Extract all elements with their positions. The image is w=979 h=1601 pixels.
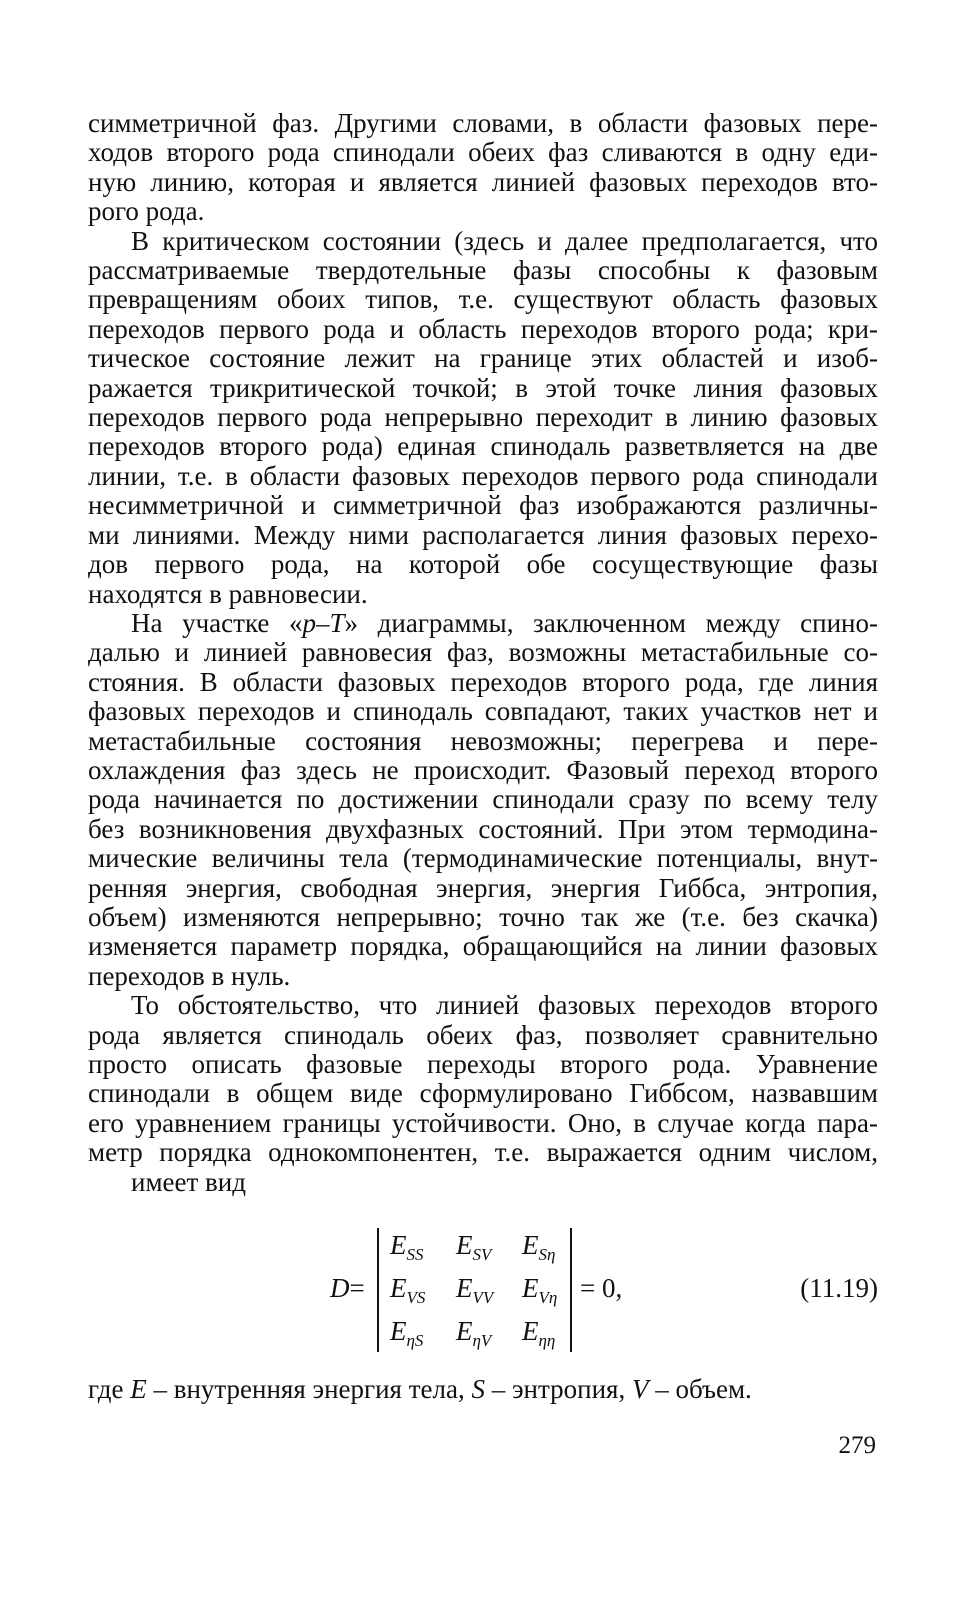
text-line: стояния. В области фазовых переходов второго рода, где линия bbox=[88, 666, 878, 697]
text-line: переходов первого рода непрерывно переходит в линию фазовых bbox=[88, 402, 878, 433]
text-line: фазовых переходов и спинодаль совпадают, таких участков нет и bbox=[88, 696, 878, 727]
paragraph-4 bbox=[88, 991, 878, 1197]
text-line: находятся в равновесии. bbox=[88, 578, 368, 609]
text-line: рода начинается по достижении спинодали сразу по всему телу bbox=[88, 784, 878, 815]
matrix-cell: $E_{\eta S}$ bbox=[390, 1316, 424, 1350]
text-line: рого рода. bbox=[88, 196, 205, 227]
matrix-cell: $E_{\eta\eta}$ bbox=[522, 1316, 556, 1350]
text-line: тическое состояние лежит на границе этих областей и изоб- bbox=[88, 343, 878, 374]
text-line: превращениям обоих типов, т.е. существуют область фазовых bbox=[88, 284, 878, 315]
text-line: дов первого рода, на которой обе сосуществующие фазы bbox=[88, 549, 878, 580]
text-line: линии, т.е. в области фазовых переходов первого рода спинодали bbox=[88, 460, 878, 491]
text-line: объем) изменяются непрерывно; точно так же (т.е. без скачка) bbox=[88, 901, 878, 932]
text-line: несимметричной и симметричной фаз изображаются различны- bbox=[88, 490, 878, 521]
text-line: охлаждения фаз здесь не происходит. Фазовый переход второго bbox=[88, 754, 878, 785]
text-line: имеет вид bbox=[131, 1166, 246, 1197]
text-line: изменяется параметр порядка, обращающийся на линии фазовых bbox=[88, 931, 878, 962]
text-line: мические величины тела (термодинамические потенциалы, внут- bbox=[88, 843, 878, 874]
text-line: симметричной фаз. Другими словами, в области фазовых пере- bbox=[88, 108, 878, 138]
variable-definitions: где E – внутренняя энергия тела, S – энтропия, V – объем. bbox=[88, 1374, 752, 1404]
text-line: переходов в нуль. bbox=[88, 960, 291, 991]
matrix-cell: $E_{SV}$ bbox=[456, 1230, 492, 1264]
matrix-cell: $E_{SS}$ bbox=[390, 1230, 424, 1264]
equation-lhs: D= bbox=[330, 1273, 365, 1303]
text-line: переходов второго рода) единая спинодаль разветвляется на две bbox=[88, 431, 878, 462]
paragraph-3 bbox=[88, 609, 878, 991]
text-line: ходов второго рода спинодали обеих фаз сливаются в одну еди- bbox=[88, 137, 878, 168]
page-number: 279 bbox=[838, 1432, 876, 1459]
text-line: ми линиями. Между ними располагается линия фазовых перехо- bbox=[88, 519, 878, 550]
determinant-left-bar bbox=[377, 1228, 379, 1352]
text-line: переходов первого рода и область переходов второго рода; кри- bbox=[88, 313, 878, 344]
determinant-right-bar bbox=[570, 1228, 572, 1352]
matrix-cell: $E_{S\eta}$ bbox=[522, 1230, 556, 1264]
text-line: В критическом состоянии (здесь и далее предполагается, что bbox=[131, 225, 878, 256]
text-line: рода является спинодаль обеих фаз, позволяет сравнительно bbox=[88, 1019, 878, 1050]
text-line: метастабильные состояния невозможны; перегрева и пере- bbox=[88, 725, 878, 756]
text-line: метр порядка однокомпонентен, т.е. выражается одним числом, bbox=[88, 1137, 878, 1168]
matrix-cell: $E_{VS}$ bbox=[390, 1273, 426, 1307]
text-line: То обстоятельство, что линией фазовых переходов второго bbox=[131, 990, 878, 1021]
matrix-cell: $E_{VV}$ bbox=[456, 1273, 494, 1307]
text-line: далью и линией равновесия фаз, возможны метастабильные со- bbox=[88, 637, 878, 668]
text-column bbox=[88, 109, 878, 1197]
text-line: ную линию, которая и является линией фазовых переходов вто- bbox=[88, 166, 878, 197]
paragraph-2 bbox=[88, 227, 878, 609]
text-line: ражается трикритической точкой; в этой точке линия фазовых bbox=[88, 372, 878, 403]
text-line: спинодали в общем виде сформулировано Гиббсом, назвавшим bbox=[88, 1078, 878, 1109]
matrix-cell: $E_{V\eta}$ bbox=[522, 1273, 558, 1307]
text-line: На участке «p–T» диаграммы, заключенном между спино- bbox=[131, 607, 878, 638]
equation-rhs: = 0, bbox=[580, 1273, 623, 1303]
text-line: ренняя энергия, свободная энергия, энергия Гиббса, энтропия, bbox=[88, 872, 878, 903]
text-line: без возникновения двухфазных состояний. При этом термодина- bbox=[88, 813, 878, 844]
text-line: просто описать фазовые переходы второго рода. Уравнение bbox=[88, 1049, 878, 1079]
paragraph-1 bbox=[88, 109, 878, 227]
text-line: рассматриваемые твердотельные фазы способны к фазовым bbox=[88, 255, 878, 286]
equation-11-19 bbox=[330, 1226, 878, 1356]
equation-number: (11.19) bbox=[800, 1273, 878, 1303]
matrix-cell: $E_{\eta V}$ bbox=[456, 1316, 492, 1350]
text-line: его уравнением границы устойчивости. Оно, в случае когда пара- bbox=[88, 1107, 878, 1138]
